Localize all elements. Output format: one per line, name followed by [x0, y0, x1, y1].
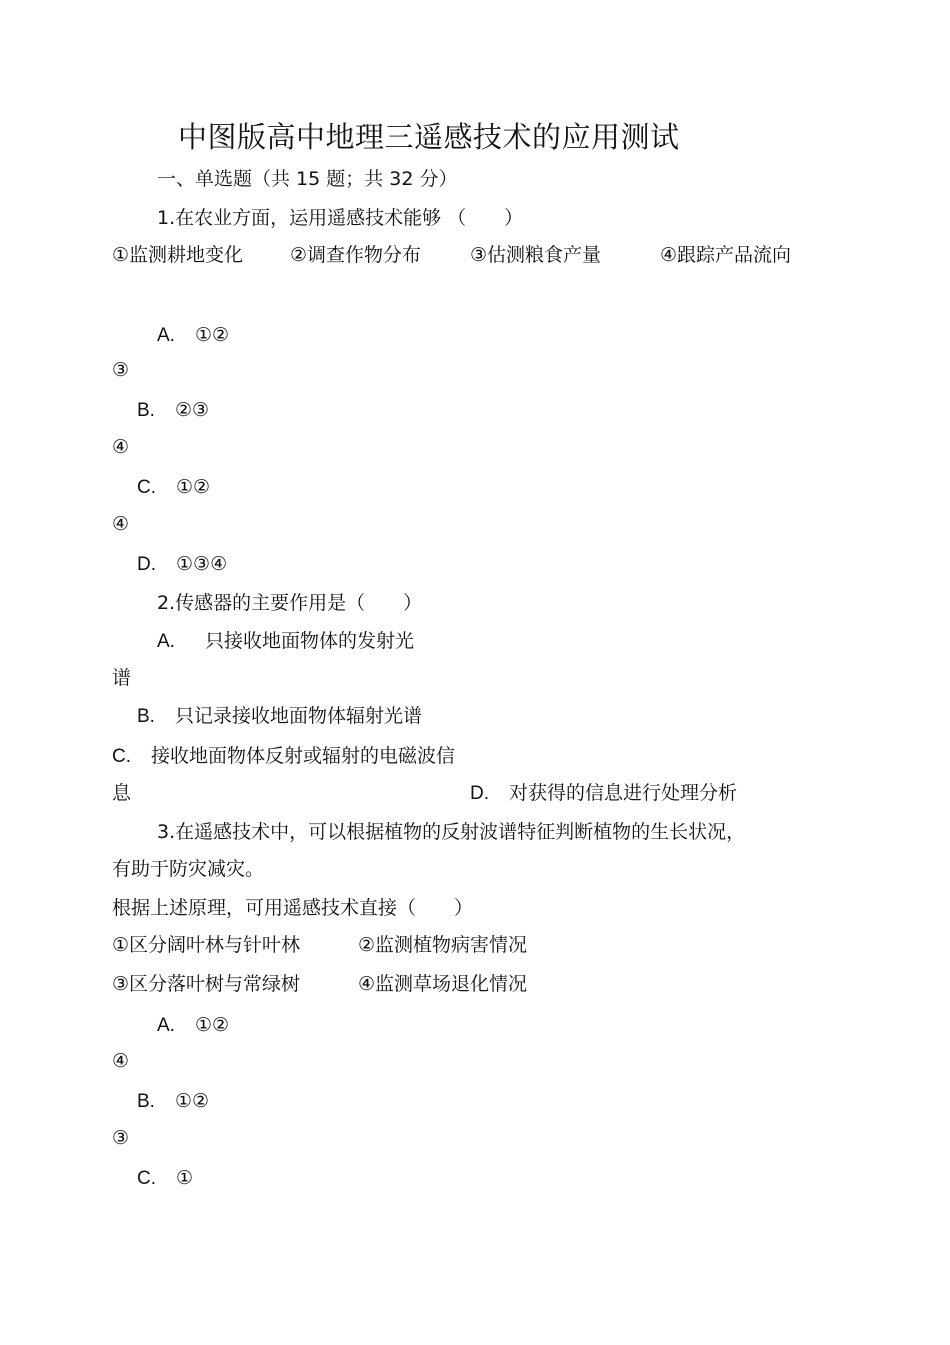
- option-letter: B.: [137, 400, 155, 421]
- question-3-stem-continued: 有助于防灾减灾。: [112, 858, 265, 880]
- question-3-item-3: ③区分落叶树与常绿树: [112, 973, 301, 995]
- question-1-option-d[interactable]: [137, 551, 227, 578]
- question-3-item-1: ①区分阔叶林与针叶林: [112, 934, 301, 956]
- question-2-option-b[interactable]: [137, 703, 422, 730]
- question-3-item-2: ②监测植物病害情况: [358, 934, 528, 956]
- question-2-option-a-continued: 谱: [112, 667, 132, 689]
- question-3-option-a[interactable]: [157, 1012, 229, 1039]
- option-text: ②③: [174, 399, 210, 421]
- option-text: ①②: [194, 1014, 230, 1036]
- option-letter: D.: [470, 783, 489, 804]
- document-title: 中图版高中地理三遥感技术的应用测试: [178, 120, 680, 154]
- option-text: ①③④: [176, 553, 228, 575]
- option-text: 只记录接收地面物体辐射光谱: [174, 705, 422, 727]
- question-2-option-a[interactable]: [157, 628, 414, 655]
- question-1-option-a[interactable]: [157, 322, 229, 349]
- option-letter: D.: [137, 554, 156, 575]
- option-letter: C.: [112, 746, 131, 767]
- question-1-stem: 1.在农业方面，运用遥感技术能够 （ ）: [157, 207, 524, 229]
- question-3-prompt: 根据上述原理，可用遥感技术直接（ ）: [112, 897, 474, 919]
- option-text: ①②: [174, 1090, 210, 1112]
- question-1-option-c-continued: ④: [112, 513, 130, 535]
- question-1-option-b-continued: ④: [112, 436, 130, 458]
- question-3-stem: 3.在遥感技术中，可以根据植物的反射波谱特征判断植物的生长状况，: [157, 821, 746, 843]
- option-text: 只接收地面物体的发射光: [204, 630, 414, 652]
- question-3-item-4: ④监测草场退化情况: [358, 973, 528, 995]
- option-letter: A.: [157, 631, 175, 652]
- section-heading: 一、单选题（共 15 题；共 32 分）: [157, 168, 458, 190]
- question-1-item-3: ③估测粮食产量: [470, 244, 602, 266]
- option-letter: A.: [157, 1015, 175, 1036]
- question-1-option-b[interactable]: [137, 397, 209, 424]
- question-1-item-1: ①监测耕地变化: [112, 244, 244, 266]
- question-1-option-c[interactable]: [137, 474, 210, 501]
- question-1-option-a-continued: ③: [112, 359, 130, 381]
- question-2-option-c-continued: 息: [112, 782, 132, 804]
- question-3-option-b[interactable]: [137, 1088, 209, 1115]
- option-letter: A.: [157, 325, 175, 346]
- option-text: ①: [176, 1167, 194, 1189]
- option-text: 对获得的信息进行处理分析: [509, 782, 738, 804]
- question-3-option-b-continued: ③: [112, 1127, 130, 1149]
- question-2-stem: 2.传感器的主要作用是（ ）: [157, 592, 423, 614]
- option-text: ①②: [194, 324, 230, 346]
- question-1-item-4: ④跟踪产品流向: [660, 244, 792, 266]
- option-letter: C.: [137, 1168, 156, 1189]
- question-3-option-c[interactable]: [137, 1165, 193, 1192]
- option-text: ①②: [176, 476, 211, 498]
- option-letter: B.: [137, 1091, 155, 1112]
- option-text: 接收地面物体反射或辐射的电磁波信: [151, 745, 456, 767]
- question-1-item-2: ②调查作物分布: [290, 244, 422, 266]
- option-letter: B.: [137, 706, 155, 727]
- question-2-option-d[interactable]: [470, 780, 737, 807]
- question-2-option-c[interactable]: [112, 743, 455, 770]
- option-letter: C.: [137, 477, 156, 498]
- question-3-option-a-continued: ④: [112, 1050, 130, 1072]
